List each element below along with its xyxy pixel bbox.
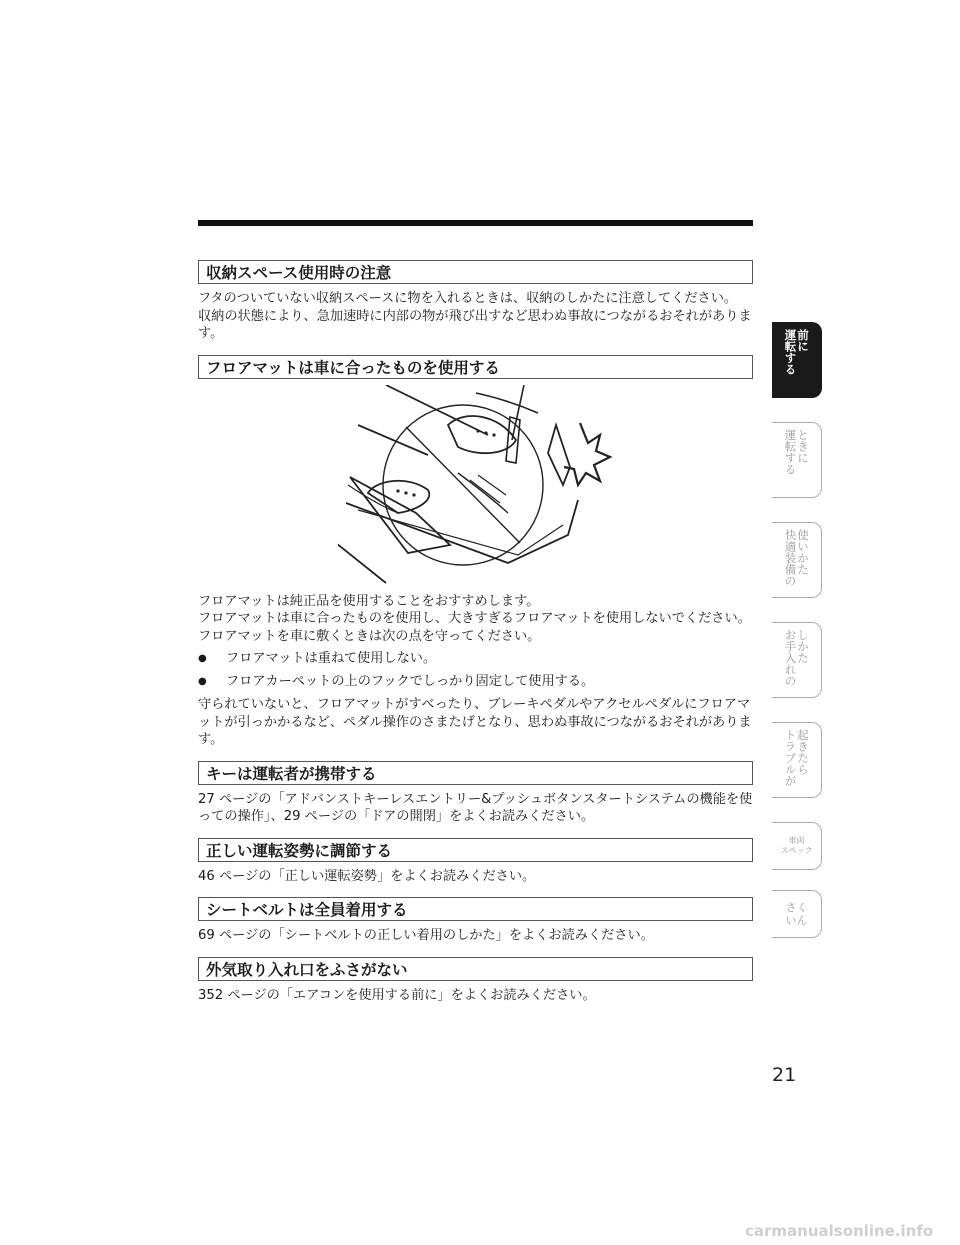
floor-mat-paragraph-4: 守られていないと、フロアマットがすべったり、ブレーキペダルやアクセルペダルにフロアマットが引っかかるなど、ペダル操作のさまたげとなり、思わぬ事故につながるおそれがあります。 [198,697,752,747]
section-heading-air-intake: 外気取り入れ口をふさがない [198,957,753,981]
seatbelt-paragraph: 69 ページの「シートベルトの正しい着用のしかた」をよくお読みください。 [198,928,654,943]
section-heading-seatbelt: シートベルトは全員着用する [198,897,753,921]
watermark: carmanualsonline.info [745,1222,934,1240]
air-intake-paragraph: 352 ページの「エアコンを使用する前に」をよくお読みください。 [198,987,596,1003]
tab-maintenance[interactable]: お手入れの しかた [772,622,822,698]
page-number: 21 [772,1064,797,1086]
tab-while-driving[interactable]: 運転する ときに [772,422,822,498]
list-item [198,673,753,691]
tab-index[interactable]: さく いん [772,890,822,938]
tab-before-driving[interactable]: 運転する 前に [772,322,822,398]
main-content [198,260,753,1004]
list-item-text: フロアマットは重ねて使用しない。 [226,651,437,666]
section-heading-storage: 収納スペース使用時の注意 [198,260,753,284]
floor-mat-paragraph-3: フロアマットを車に敷くときは次の点を守ってください。 [198,628,541,644]
section-heading-key: キーは運転者が携帯する [198,761,753,785]
storage-paragraph: フタのついていない収納スペースに物を入れるときは、収納のしかたに注意してください。 収納の状態により、急加速時に内部の物が飛び出すなど思わぬ事故につながるおそれがあります。 [198,291,752,341]
posture-paragraph: 46 ページの「正しい運転姿勢」をよくお読みください。 [198,868,536,884]
floor-mat-pedal-drawing [338,385,618,590]
tab-troubleshooting[interactable]: トラブルが 起きたら [772,722,822,798]
tab-vehicle-specs[interactable]: 車両 スペック [772,822,822,870]
tab-comfort-equipment[interactable]: 快適装備の 使いかた [772,522,822,598]
top-rule [198,220,753,226]
section-heading-floor-mat: フロアマットは車に合ったものを使用する [198,355,753,379]
section-heading-driving-posture: 正しい運転姿勢に調節する [198,838,753,862]
list-item-text: フロアカーペットの上のフックでしっかり固定して使用する。 [226,673,595,689]
bullet-icon: ● [198,675,207,687]
bullet-icon: ● [198,653,207,664]
list-item [198,650,753,668]
floor-mat-illustration [198,385,753,593]
floor-mat-paragraph-2: フロアマットは車に合ったものを使用し、大きすぎるフロアマットを使用しないでください。 [198,611,751,626]
key-paragraph: 27 ページの「アドバンストキーレスエントリー&プッシュボタンスタートシステムの機能を使っての操作」、29 ページの「ドアの開閉」をよくお読みください。 [198,791,753,824]
floor-mat-paragraph-1: フロアマットは純正品を使用することをおすすめします。 [198,593,540,609]
